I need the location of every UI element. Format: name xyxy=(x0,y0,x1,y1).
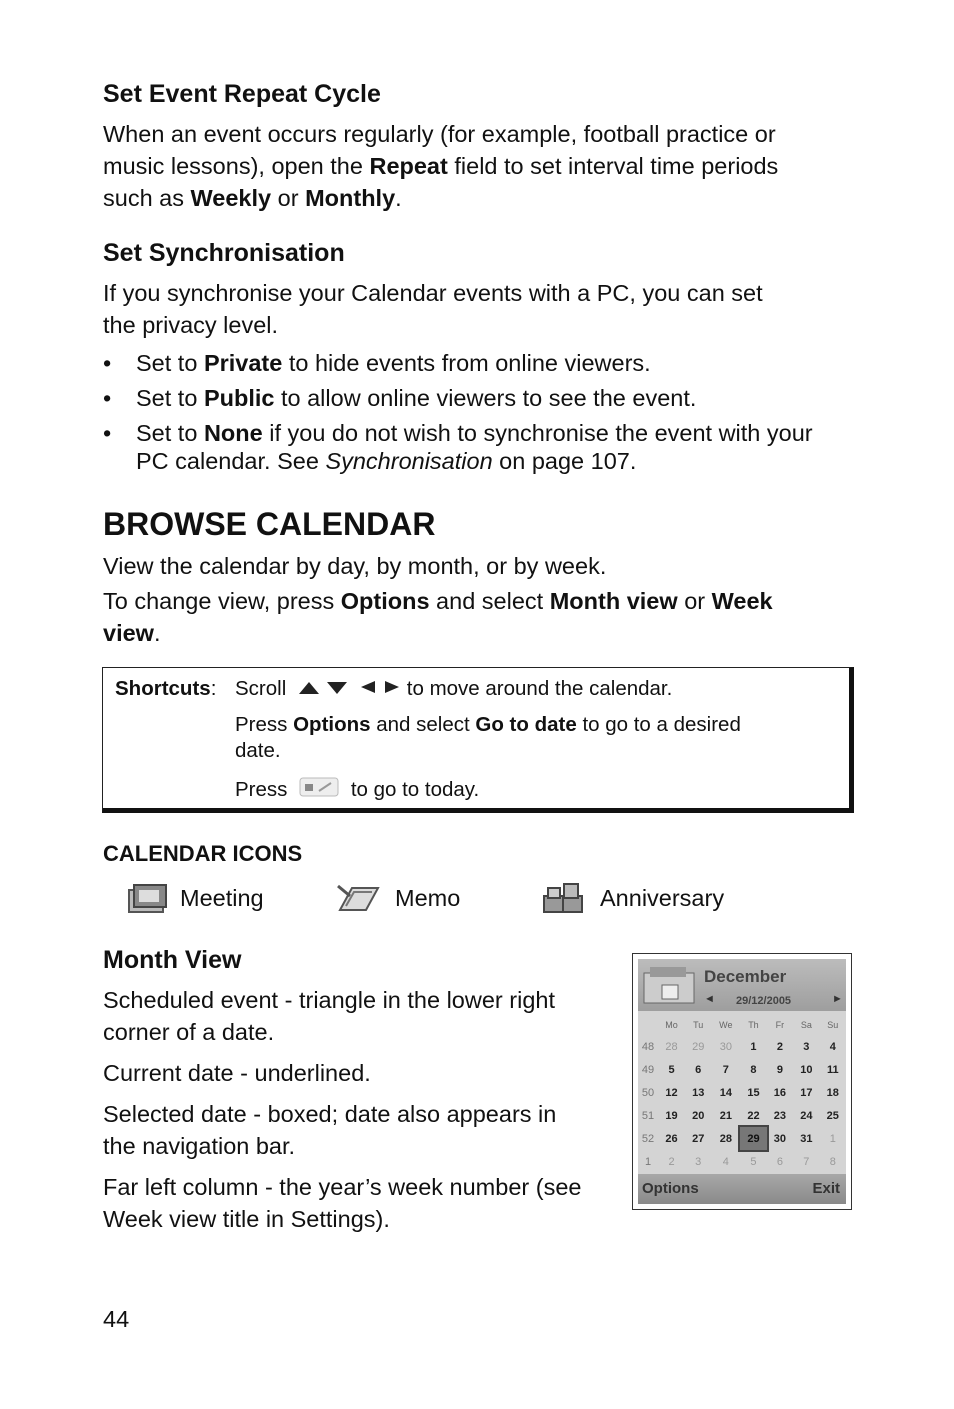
date-cell[interactable]: 29 xyxy=(740,1127,766,1150)
day-header: We xyxy=(719,1020,733,1030)
day-header: Tu xyxy=(693,1020,704,1030)
date-cell[interactable]: 10 xyxy=(800,1063,813,1076)
memo-label: Memo xyxy=(395,885,461,911)
date-cell[interactable]: 19 xyxy=(665,1109,678,1122)
date-cell[interactable]: 12 xyxy=(665,1086,678,1099)
date-cell[interactable]: 1 xyxy=(829,1132,836,1145)
date-cell[interactable]: 5 xyxy=(750,1155,757,1168)
sync-line-2: the privacy level. xyxy=(103,312,279,338)
date-cell[interactable]: 6 xyxy=(695,1063,702,1076)
meeting-label: Meeting xyxy=(180,885,264,911)
repeat-paragraph xyxy=(103,118,883,214)
month-p3-line1: Selected date - boxed; date also appears in xyxy=(103,1101,557,1127)
week-row xyxy=(638,1127,846,1150)
up-arrow-icon xyxy=(298,677,320,703)
month-view-heading: Month View xyxy=(103,946,242,974)
date-cell[interactable]: 8 xyxy=(829,1155,836,1168)
softkey-options[interactable]: Options xyxy=(642,1180,699,1197)
date-cell[interactable]: 16 xyxy=(773,1086,787,1099)
date-cell[interactable]: 30 xyxy=(719,1040,732,1053)
shortcuts-box xyxy=(102,667,854,813)
date-cell[interactable]: 15 xyxy=(747,1086,760,1099)
softkey-bar xyxy=(638,1174,846,1204)
page-number: 44 xyxy=(103,1306,130,1332)
shortcuts-label: Shortcuts: xyxy=(115,677,217,700)
week-number: 49 xyxy=(641,1063,655,1076)
date-cell[interactable]: 5 xyxy=(668,1063,675,1076)
sync-line-1: If you synchronise your Calendar events with a PC, you can set xyxy=(103,280,763,306)
month-view-screenshot xyxy=(632,953,852,1210)
repeat-line-3: such as Weekly or Monthly. xyxy=(103,185,402,211)
date-cell[interactable]: 20 xyxy=(692,1109,705,1122)
month-grid xyxy=(638,1015,846,1173)
bullet-private: • Set to Private to hide events from online viewers. xyxy=(103,349,863,377)
date-cell[interactable]: 4 xyxy=(722,1155,729,1168)
date-cell[interactable]: 27 xyxy=(692,1132,705,1145)
date-cell[interactable]: 29 xyxy=(692,1040,705,1053)
month-p4-line2: Week view title in Settings). xyxy=(103,1206,390,1232)
day-header: Mo xyxy=(665,1020,678,1030)
day-header: Th xyxy=(748,1020,759,1030)
memo-icon xyxy=(336,882,380,919)
date-cell[interactable]: 25 xyxy=(826,1109,839,1122)
screen-nav-date: 29/12/2005 xyxy=(736,995,792,1007)
shortcut-today: Press to go to today. xyxy=(235,775,835,806)
month-p1-line2: corner of a date. xyxy=(103,1019,275,1045)
week-row xyxy=(638,1035,846,1058)
month-p1-line1: Scheduled event - triangle in the lower right xyxy=(103,987,555,1013)
date-cell[interactable]: 8 xyxy=(750,1063,757,1076)
date-cell[interactable]: 2 xyxy=(776,1040,783,1053)
week-number: 51 xyxy=(641,1109,655,1122)
browse-line-1: View the calendar by day, by month, or by week. xyxy=(103,553,607,579)
anniversary-label: Anniversary xyxy=(600,885,725,911)
browse-heading: BROWSE CALENDAR xyxy=(103,506,436,542)
repeat-heading: Set Event Repeat Cycle xyxy=(103,80,381,108)
date-cell[interactable]: 22 xyxy=(747,1109,760,1122)
date-cell[interactable]: 14 xyxy=(719,1086,732,1099)
date-cell[interactable]: 24 xyxy=(800,1109,813,1122)
date-cell[interactable]: 6 xyxy=(776,1155,783,1168)
day-header: Su xyxy=(827,1020,839,1030)
date-cell[interactable]: 2 xyxy=(668,1155,675,1168)
date-cell[interactable]: 23 xyxy=(773,1109,787,1122)
sync-heading: Set Synchronisation xyxy=(103,239,345,267)
day-header: Sa xyxy=(800,1020,812,1030)
date-cell[interactable]: 28 xyxy=(665,1040,678,1053)
date-cell[interactable]: 3 xyxy=(695,1155,702,1168)
date-cell[interactable]: 4 xyxy=(829,1040,836,1053)
date-cell[interactable]: 18 xyxy=(826,1086,839,1099)
week-row xyxy=(638,1150,846,1173)
week-number: 50 xyxy=(641,1086,655,1099)
repeat-line-2: music lessons), open the Repeat field to set interval time periods xyxy=(103,153,779,179)
calendar-icons-heading: CALENDAR ICONS xyxy=(103,841,303,866)
next-month-icon: ► xyxy=(832,993,843,1005)
date-cell[interactable]: 17 xyxy=(800,1086,813,1099)
bullet-public: • Set to Public to allow online viewers to see the event. xyxy=(103,384,863,412)
date-cell[interactable]: 1 xyxy=(750,1040,757,1053)
calendar-app-icon xyxy=(642,965,700,1010)
screen-month-title: December xyxy=(704,967,787,986)
phone-screen xyxy=(638,959,846,1204)
month-p3-line2: the navigation bar. xyxy=(103,1133,296,1159)
day-header: Fr xyxy=(775,1020,785,1030)
browse-line-2: To change view, press Options and select Month view or Week view. xyxy=(103,588,773,646)
prev-month-icon: ◄ xyxy=(704,993,715,1005)
week-row xyxy=(638,1081,846,1104)
month-table xyxy=(638,1015,846,1173)
week-row xyxy=(638,1104,846,1127)
date-cell[interactable]: 11 xyxy=(826,1063,839,1076)
today-key-icon xyxy=(299,775,339,806)
week-number: 52 xyxy=(641,1132,655,1145)
date-cell[interactable]: 30 xyxy=(773,1132,787,1145)
down-arrow-icon xyxy=(326,677,348,703)
left-arrow-icon xyxy=(359,677,377,703)
meeting-icon xyxy=(128,884,170,919)
date-cell[interactable]: 9 xyxy=(776,1063,783,1076)
month-p2: Current date - underlined. xyxy=(103,1060,371,1086)
shortcut-scroll: Scroll to move around the calendar. xyxy=(235,676,835,703)
month-p4-line1: Far left column - the year’s week number (see xyxy=(103,1174,582,1200)
week-row xyxy=(638,1058,846,1081)
shortcut-go-to-date: Press Options and select Go to date to go to a desired date. xyxy=(235,713,741,762)
right-arrow-icon xyxy=(383,677,401,703)
bullet-none: • Set to None if you do not wish to synchronise the event with your PC calendar. See Synchronisation on page 107. xyxy=(103,419,836,475)
week-number: 1 xyxy=(644,1155,652,1168)
date-cell[interactable]: 26 xyxy=(665,1132,678,1145)
calendar-icons-row xyxy=(128,882,828,918)
softkey-exit[interactable]: Exit xyxy=(812,1180,840,1197)
anniversary-icon xyxy=(542,882,584,919)
date-cell[interactable]: 3 xyxy=(803,1040,810,1053)
sync-paragraph xyxy=(103,277,883,341)
date-cell[interactable]: 7 xyxy=(803,1155,810,1168)
week-number: 48 xyxy=(641,1040,655,1053)
date-cell[interactable]: 7 xyxy=(722,1063,729,1076)
date-cell[interactable]: 28 xyxy=(719,1132,732,1145)
calendar-header xyxy=(638,959,846,1011)
sync-bullet-list xyxy=(103,349,863,482)
date-cell[interactable]: 31 xyxy=(800,1132,813,1145)
date-cell[interactable]: 21 xyxy=(719,1109,732,1122)
date-cell[interactable]: 13 xyxy=(692,1086,705,1099)
repeat-line-1: When an event occurs regularly (for example, football practice or xyxy=(103,121,776,147)
month-view-text xyxy=(103,984,623,1235)
week-col-header xyxy=(638,1015,658,1035)
